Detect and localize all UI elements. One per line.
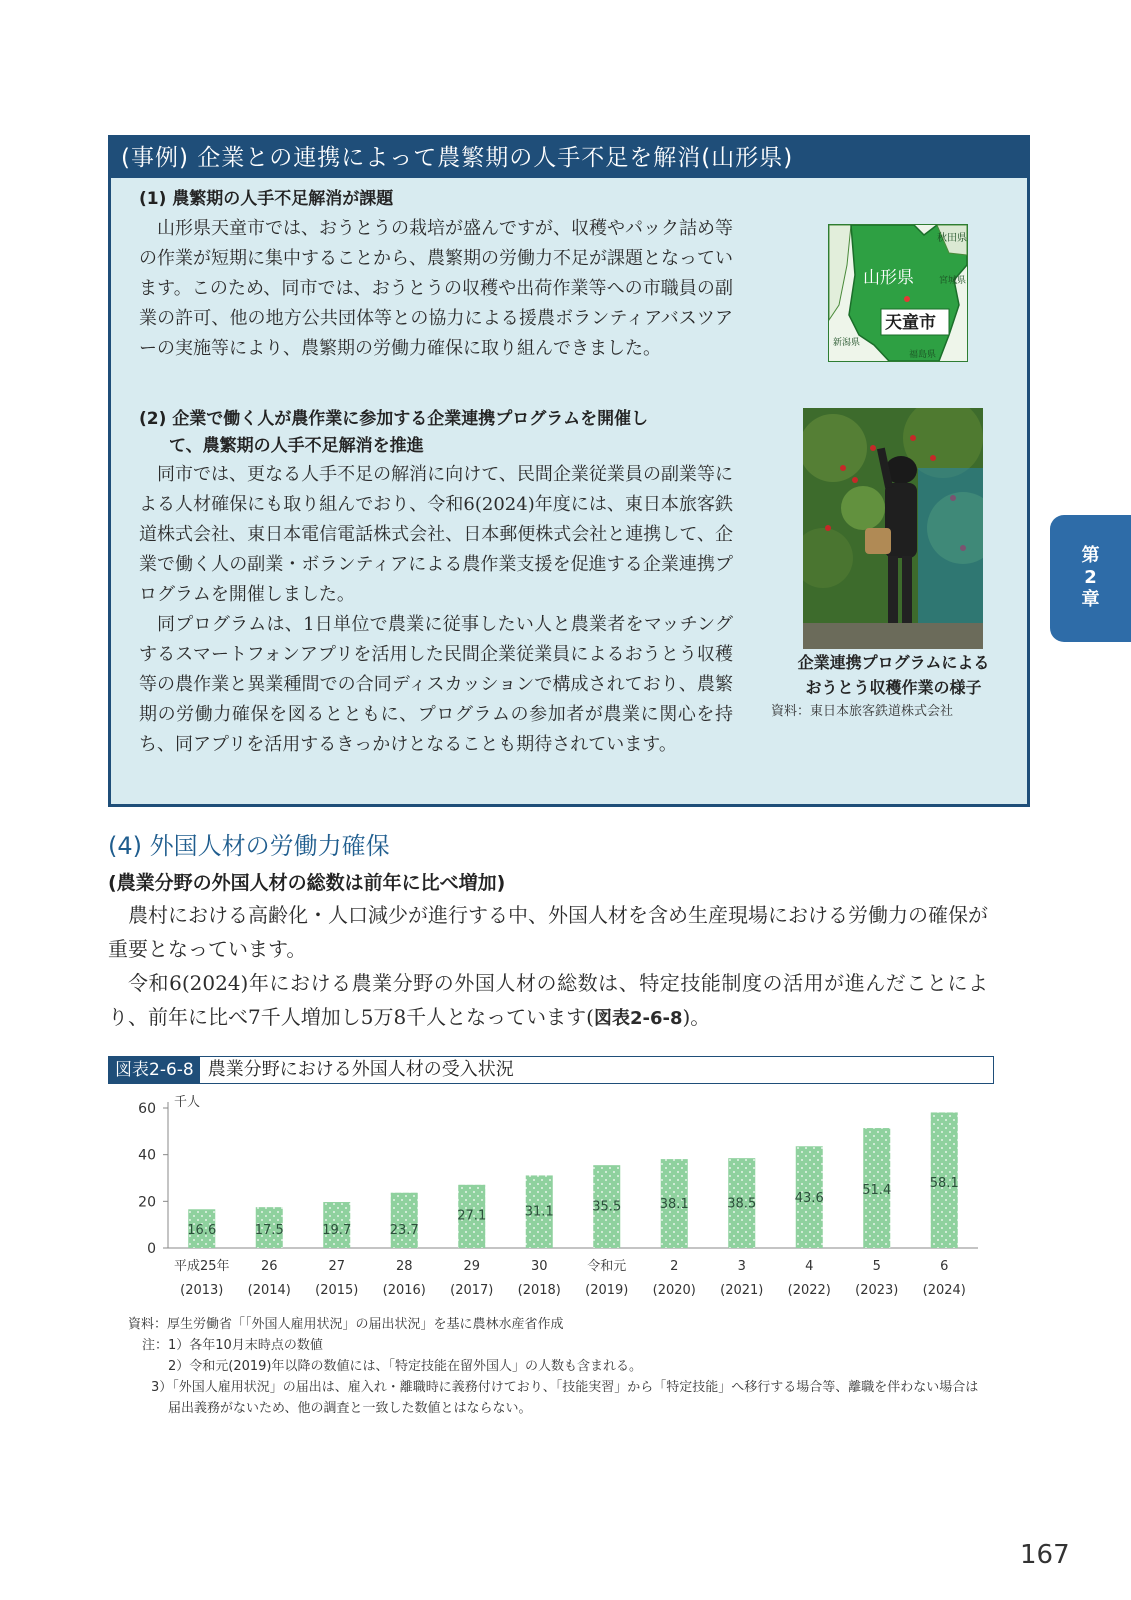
x-category-sublabel: (2014) bbox=[247, 1283, 291, 1298]
page-number: 167 bbox=[1020, 1540, 1070, 1570]
bar-3 bbox=[391, 1193, 418, 1248]
x-category-sublabel: (2021) bbox=[720, 1283, 764, 1298]
x-category-label: 2 bbox=[670, 1259, 679, 1274]
case-section1-text bbox=[139, 214, 733, 364]
tendo-city-map bbox=[828, 224, 968, 362]
chapter-tab-char3: 章 bbox=[1081, 589, 1100, 610]
x-category-label: 27 bbox=[328, 1259, 346, 1274]
note-2: 2）令和元(2019)年以降の数値には、「特定技能在留外国人」の人数も含まれる。 bbox=[168, 1359, 642, 1374]
notes-source: 資料：厚生労働省「「外国人雇用状況」の届出状況」を基に農林水産省作成 bbox=[128, 1317, 564, 1332]
case-section2-heading-line1: (2) 企業で働く人が農作業に参加する企業連携プログラムを開催し bbox=[139, 409, 649, 429]
section-body bbox=[108, 898, 988, 1036]
figure-label: 図表2-6-8 bbox=[109, 1057, 200, 1083]
case-section2-heading-line2: て、農繁期の人手不足解消を推進 bbox=[169, 436, 424, 456]
case-section2-paragraph2: 同プログラムは、1日単位で農業に従事したい人と農業者をマッチングするスマートフォンアプリを活用した民間企業従業員によるおうとう収穫等の農作業と異業種間での合同ディスカッションで構成されており、農繁期の労働力確保を図るとともに、プログラムの参加者が農業に関心を持ち、同アプリを活用するきっかけとなることも期待されています。 bbox=[139, 614, 733, 755]
case-section1-paragraph: 山形県天童市では、おうとうの栽培が盛んですが、収穫やパック詰め等の作業が短期に集中することから、農繁期の労働力不足が課題となっています。このため、同市では、おうとうの収穫や出荷作業等への市職員の副業の許可、他の地方公共団体等との協力による援農ボランティアバスツアーの実施等により、農繁期の労働力確保に取り組んできました。 bbox=[139, 218, 733, 359]
x-category-sublabel: (2019) bbox=[585, 1283, 629, 1298]
x-category-label: 30 bbox=[530, 1259, 548, 1274]
bar-value-label: 35.5 bbox=[592, 1199, 622, 1215]
case-study-header: (事例) 企業との連携によって農繁期の人手不足を解消(山形県) bbox=[111, 138, 1027, 178]
bar-value-label: 43.6 bbox=[794, 1191, 824, 1207]
bar-value-label: 19.7 bbox=[322, 1223, 352, 1238]
photo-caption-line1: 企業連携プログラムによる bbox=[797, 653, 990, 672]
foreign-workers-chart bbox=[108, 1090, 988, 1309]
x-category-sublabel: (2023) bbox=[855, 1283, 899, 1298]
x-category-sublabel: (2022) bbox=[787, 1283, 831, 1298]
y-tick-label: 0 bbox=[147, 1241, 156, 1257]
x-category-label: 令和元 bbox=[587, 1259, 627, 1274]
bar-value-label: 38.5 bbox=[727, 1196, 757, 1212]
harvest-photo bbox=[803, 408, 983, 649]
x-category-label: 5 bbox=[872, 1259, 881, 1274]
map-label-yamagata: 山形県 bbox=[863, 268, 914, 288]
y-tick-label: 60 bbox=[138, 1101, 156, 1117]
bar-value-label: 31.1 bbox=[524, 1204, 554, 1220]
photo-caption-line2: おうとう収穫作業の様子 bbox=[805, 678, 982, 697]
section-paragraph1: 農村における高齢化・人口減少が進行する中、外国人材を含め生産現場における労働力の確保が重要となっています。 bbox=[108, 903, 988, 961]
map-label-miyagi: 宮城県 bbox=[939, 276, 967, 286]
x-category-sublabel: (2013) bbox=[180, 1283, 224, 1298]
chapter-tab-char1: 第 bbox=[1081, 545, 1100, 566]
bar-value-label: 38.1 bbox=[659, 1196, 689, 1212]
bar-value-label: 27.1 bbox=[457, 1208, 487, 1224]
bar-value-label: 16.6 bbox=[187, 1223, 217, 1238]
photo-graphic bbox=[803, 408, 983, 649]
case-section1-heading: (1) 農繁期の人手不足解消が課題 bbox=[139, 189, 394, 209]
x-category-label: 平成25年 bbox=[173, 1259, 230, 1274]
bar-value-label: 23.7 bbox=[389, 1223, 419, 1238]
x-category-sublabel: (2016) bbox=[382, 1283, 426, 1298]
section-paragraph2 bbox=[108, 966, 988, 1036]
case-study-box bbox=[108, 135, 1030, 807]
x-category-sublabel: (2015) bbox=[315, 1283, 359, 1298]
case-section2-heading bbox=[139, 406, 759, 460]
x-category-label: 4 bbox=[805, 1259, 814, 1274]
x-category-sublabel: (2017) bbox=[450, 1283, 494, 1298]
figure-notes bbox=[128, 1314, 988, 1419]
y-tick-label: 20 bbox=[138, 1194, 156, 1211]
map-label-fukushima: 福島県 bbox=[909, 350, 937, 360]
x-category-label: 26 bbox=[260, 1259, 278, 1274]
map-graphic bbox=[829, 225, 967, 361]
chapter-tab-char2: 2 bbox=[1084, 567, 1097, 588]
map-label-niigata: 新潟県 bbox=[833, 338, 861, 348]
map-label-akita: 秋田県 bbox=[937, 233, 967, 244]
x-category-label: 28 bbox=[395, 1259, 413, 1274]
case-section2-text bbox=[139, 460, 733, 760]
chapter-tab bbox=[1050, 515, 1131, 642]
y-axis-unit: 千人 bbox=[174, 1095, 201, 1110]
x-category-label: 29 bbox=[463, 1259, 481, 1274]
x-category-sublabel: (2020) bbox=[652, 1283, 696, 1298]
note-1: 注：1）各年10月末時点の数値 bbox=[142, 1338, 323, 1353]
section-paragraph2-end: )。 bbox=[682, 1005, 711, 1029]
figure-title-bar bbox=[108, 1056, 994, 1084]
section-paragraph2-text: 令和6(2024)年における農業分野の外国人材の総数は、特定技能制度の活用が進んだことにより、前年に比べ7千人増加し5万8千人となっています( bbox=[108, 971, 988, 1029]
section-subheading: (農業分野の外国人材の総数は前年に比べ増加) bbox=[108, 872, 506, 894]
section-title: (4) 外国人材の労働力確保 bbox=[108, 832, 390, 860]
x-category-sublabel: (2024) bbox=[922, 1283, 966, 1298]
figure-title: 農業分野における外国人材の受入状況 bbox=[207, 1059, 514, 1080]
photo-source: 資料：東日本旅客鉄道株式会社 bbox=[771, 704, 954, 719]
x-category-label: 3 bbox=[737, 1259, 746, 1274]
figure-reference: 図表2-6-8 bbox=[593, 1008, 683, 1029]
bar-value-label: 17.5 bbox=[254, 1223, 284, 1238]
bar-value-label: 58.1 bbox=[929, 1175, 959, 1191]
photo-caption bbox=[766, 650, 1021, 700]
bar-value-label: 51.4 bbox=[862, 1183, 892, 1199]
note-3: 3）「外国人雇用状況」の届出は、雇入れ・離職時に義務付けており、「技能実習」から「特定技能」へ移行する場合等、離職を伴わない場合は届出義務がないため、他の調査と一致した数値とはならない。 bbox=[151, 1380, 979, 1416]
x-category-sublabel: (2018) bbox=[517, 1283, 561, 1298]
y-tick-label: 40 bbox=[138, 1147, 156, 1164]
case-section2-paragraph1: 同市では、更なる人手不足の解消に向けて、民間企業従業員の副業等による人材確保にも取り組んでおり、令和6(2024)年度には、東日本旅客鉄道株式会社、東日本電信電話株式会社、日本郵便株式会社と連携して、企業で働く人の副業・ボランティアによる農作業支援を促進する企業連携プログラムを開催しました。 bbox=[139, 464, 733, 605]
map-label-tendo: 天童市 bbox=[885, 313, 936, 333]
bar-chart bbox=[108, 1090, 988, 1305]
x-category-label: 6 bbox=[940, 1259, 949, 1274]
